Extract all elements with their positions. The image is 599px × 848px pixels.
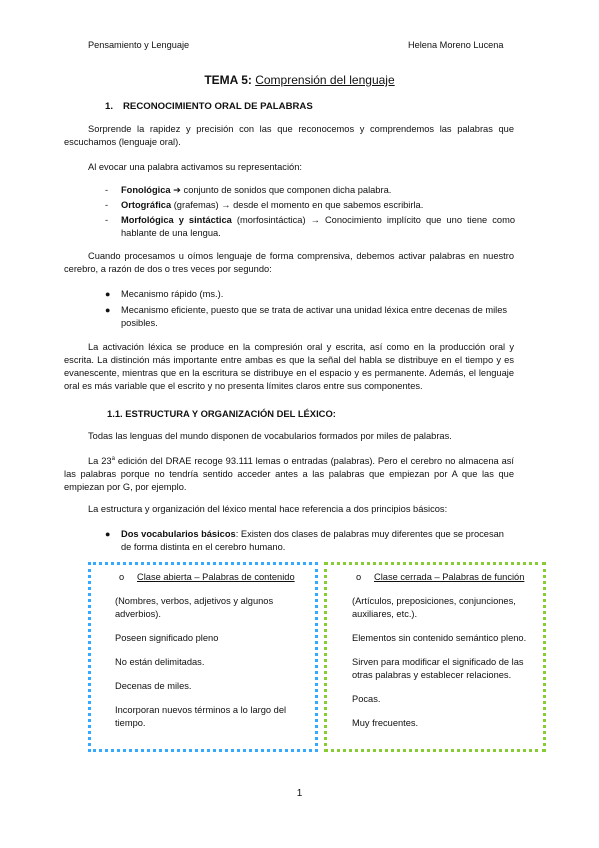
dash-marker: - (105, 215, 109, 225)
list-item-text: ➔ conjunto de sonidos que componen dicha palabra. (170, 185, 392, 195)
list-item-text: (morfosintáctica) → Conocimiento implícito que uno tiene como hablante de una lengua. (121, 215, 515, 238)
box-heading (356, 571, 537, 584)
list-item-text: Mecanismo rápido (ms.). (121, 289, 224, 299)
list-item (105, 304, 515, 330)
circle-marker: o (119, 572, 125, 582)
page-title (0, 74, 599, 87)
box-heading (119, 571, 309, 584)
paragraph-3: Cuando procesamos u oímos lenguaje de forma comprensiva, debemos activar palabras en nuestro cerebro, a razón de dos o tres veces por segundo: (64, 251, 514, 274)
list-item-term: Morfológica y sintáctica (121, 215, 232, 225)
list-item (105, 528, 515, 554)
para6-superscript: a (111, 456, 115, 462)
vocab-term: Dos vocabularios básicos (121, 529, 236, 539)
para6-rest: edición del DRAE recoge 93.111 lemas o entradas (palabras). Pero el cerebro no almacena así las palabras porque no tendría sentido acceder antes a las palabras que empiezan por A que las que empiezan por G, por ejemplo. (64, 456, 514, 493)
box-item: Elementos sin contenido semántico pleno. (352, 633, 527, 643)
list-item (105, 288, 515, 301)
paragraph-5: Todas las lenguas del mundo disponen de vocabularios formados por miles de palabras. (88, 431, 452, 441)
box-item: Sirven para modificar el significado de las otras palabras y establecer relaciones. (352, 657, 524, 680)
header-left: Pensamiento y Lenguaje (88, 40, 190, 50)
list-item (105, 199, 515, 212)
bullet-icon: ● (105, 529, 111, 539)
mechanism-list (105, 288, 515, 333)
list-item (105, 214, 515, 240)
box-item: Decenas de miles. (115, 681, 192, 691)
box-item: Poseen significado pleno (115, 633, 219, 643)
list-item-text: (grafemas) → desde el momento en que sabemos escribirla. (171, 200, 424, 210)
paragraph-1: Sorprende la rapidez y precisión con las que reconocemos y comprendemos las palabras que escuchamos (lenguaje oral). (64, 124, 514, 147)
subsection-suffix: : (332, 408, 336, 419)
bullet-icon: ● (105, 305, 111, 315)
box-item: (Nombres, verbos, adjetivos y algunos adverbios). (115, 596, 274, 619)
subsection-heading (107, 407, 336, 420)
bullet-icon: ● (105, 289, 111, 299)
subsection-number: 1.1. (107, 408, 123, 419)
dash-marker: - (105, 200, 109, 210)
paragraph-2: Al evocar una palabra activamos su representación: (88, 162, 302, 172)
list-item (105, 184, 515, 197)
paragraph-7: La estructura y organización del léxico mental hace referencia a dos principios básicos: (88, 504, 448, 514)
section-heading (105, 100, 313, 113)
dash-marker: - (105, 185, 109, 195)
title-prefix: TEMA 5: (204, 73, 256, 87)
box-item: Pocas. (352, 694, 381, 704)
paragraph-4: La activación léxica se produce en la compresión oral y escrita, así como en la producción oral y escrita. La distinción más importante entre ambas es que la señal del habla se distribuye en el tiempo y es evanescente, mientras que en la escritura se distribuye en el espacio y es permanente. Además, el lenguaje oral es más variable que el escrito y no presenta límites claros entre sus componentes. (64, 342, 514, 391)
list-item-term: Fonológica (121, 185, 171, 195)
representation-list (105, 184, 515, 242)
box-item: Muy frecuentes. (352, 718, 419, 728)
title-underlined: Comprensión del lenguaje (255, 73, 395, 87)
list-item-term: Ortográfica (121, 200, 172, 210)
box-item: Incorporan nuevos términos a lo largo del tiempo. (115, 705, 287, 728)
section-number: 1. (105, 101, 114, 112)
list-item-text: Mecanismo eficiente, puesto que se trata de activar una unidad léxica entre decenas de miles posibles. (121, 305, 508, 328)
open-class-box (88, 562, 318, 752)
circle-marker: o (356, 572, 362, 582)
box-heading-text: Clase cerrada – Palabras de función (374, 572, 525, 582)
closed-class-box (324, 562, 546, 752)
subsection-heading-text: ESTRUCTURA Y ORGANIZACIÓN DEL LÉXICO (125, 408, 333, 419)
box-heading-text: Clase abierta – Palabras de contenido (137, 572, 295, 582)
box-item: No están delimitadas. (115, 657, 205, 667)
vocab-text: : Existen dos clases de palabras muy diferentes que se procesan de forma distinta en el cerebro humano. (121, 529, 504, 552)
para6-start: La 23 (88, 456, 112, 467)
page-number: 1 (296, 788, 303, 799)
box-item: (Artículos, preposiciones, conjunciones, auxiliares, etc.). (352, 596, 516, 619)
section-heading-text: RECONOCIMIENTO ORAL DE PALABRAS (123, 101, 313, 112)
header-right: Helena Moreno Lucena (408, 40, 504, 50)
vocab-list (105, 528, 515, 557)
paragraph-6 (64, 453, 514, 494)
